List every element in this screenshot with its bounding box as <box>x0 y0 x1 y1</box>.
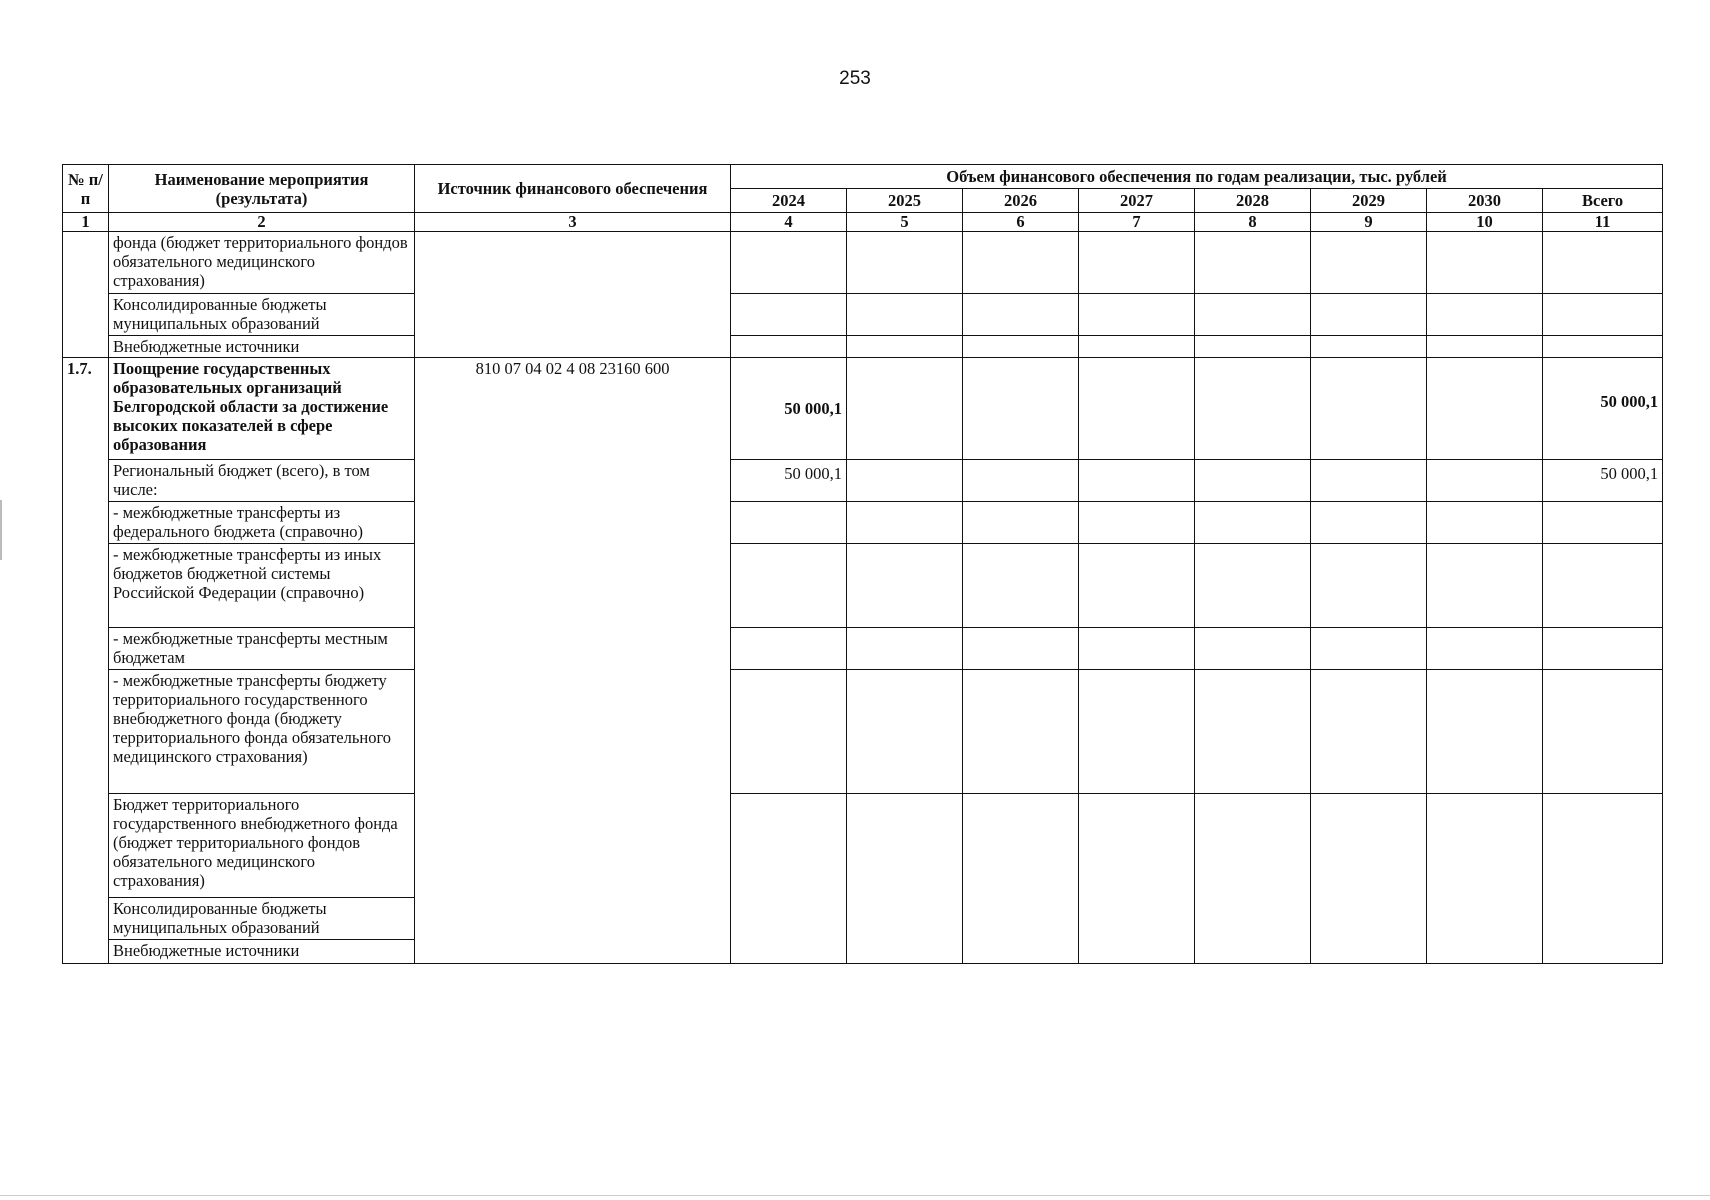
table-row <box>63 460 1663 502</box>
table-row <box>63 628 1663 670</box>
table-row <box>63 670 1663 794</box>
table-row <box>63 502 1663 544</box>
header-total: Всего <box>1543 189 1663 213</box>
page-number: 253 <box>839 68 871 89</box>
row-label: - межбюджетные трансферты из федерального бюджета (справочно) <box>109 502 415 544</box>
row-label: - межбюджетные трансферты из иных бюджетов бюджетной системы Российской Федерации (справочно) <box>109 544 415 628</box>
column-number: 1 <box>63 213 109 232</box>
header-year: 2027 <box>1079 189 1195 213</box>
table-row <box>63 336 1663 358</box>
row-label: Консолидированные бюджеты муниципальных образований <box>109 294 415 336</box>
table-row <box>63 544 1663 628</box>
column-number: 10 <box>1427 213 1543 232</box>
header-row-1 <box>63 165 1663 189</box>
table-row <box>63 794 1663 898</box>
row-label: фонда (бюджет территориального фондов обязательного медицинского страхования) <box>109 232 415 294</box>
table-row <box>63 294 1663 336</box>
table-row <box>63 232 1663 294</box>
column-number: 5 <box>847 213 963 232</box>
value-total: 50 000,1 <box>1543 460 1663 502</box>
header-year: 2024 <box>731 189 847 213</box>
value-total: 50 000,1 <box>1543 358 1663 460</box>
header-volume: Объем финансового обеспечения по годам реализации, тыс. рублей <box>731 165 1663 189</box>
column-number: 9 <box>1311 213 1427 232</box>
row-label: Внебюджетные источники <box>109 940 415 964</box>
header-year: 2026 <box>963 189 1079 213</box>
column-number: 11 <box>1543 213 1663 232</box>
value-2024: 50 000,1 <box>731 358 847 460</box>
row-label: - межбюджетные трансферты местным бюджетам <box>109 628 415 670</box>
row-label: - межбюджетные трансферты бюджету территориального государственного внебюджетного фонда (бюджету территориального фонда обязательного медицинского страхования) <box>109 670 415 794</box>
scan-artifact <box>0 500 2 560</box>
row-label: Внебюджетные источники <box>109 336 415 358</box>
item-number: 1.7. <box>63 358 109 964</box>
header-year: 2029 <box>1311 189 1427 213</box>
row-label: Бюджет территориального государственного внебюджетного фонда (бюджет территориального фондов обязательного медицинского страхования) <box>109 794 415 898</box>
value-2024: 50 000,1 <box>731 460 847 502</box>
source-code: 810 07 04 02 4 08 23160 600 <box>415 358 731 964</box>
scan-artifact <box>0 1195 1710 1196</box>
row-label: Региональный бюджет (всего), в том числе: <box>109 460 415 502</box>
header-year: 2028 <box>1195 189 1311 213</box>
column-number: 4 <box>731 213 847 232</box>
header-name: Наименование мероприятия (результата) <box>109 165 415 213</box>
column-number: 8 <box>1195 213 1311 232</box>
header-pp: № п/п <box>63 165 109 213</box>
column-number: 2 <box>109 213 415 232</box>
column-number: 6 <box>963 213 1079 232</box>
column-number: 3 <box>415 213 731 232</box>
item-title: Поощрение государственных образовательных организаций Белгородской области за достижение высоких показателей в сфере образования <box>109 358 415 460</box>
column-number: 7 <box>1079 213 1195 232</box>
row-label: Консолидированные бюджеты муниципальных образований <box>109 898 415 940</box>
header-year: 2030 <box>1427 189 1543 213</box>
header-year: 2025 <box>847 189 963 213</box>
table-row-item-title <box>63 358 1663 460</box>
pp-cell-empty <box>63 232 109 358</box>
header-source: Источник финансового обеспечения <box>415 165 731 213</box>
financing-table <box>62 164 1663 964</box>
source-cell-empty <box>415 232 731 358</box>
column-number-row <box>63 213 1663 232</box>
